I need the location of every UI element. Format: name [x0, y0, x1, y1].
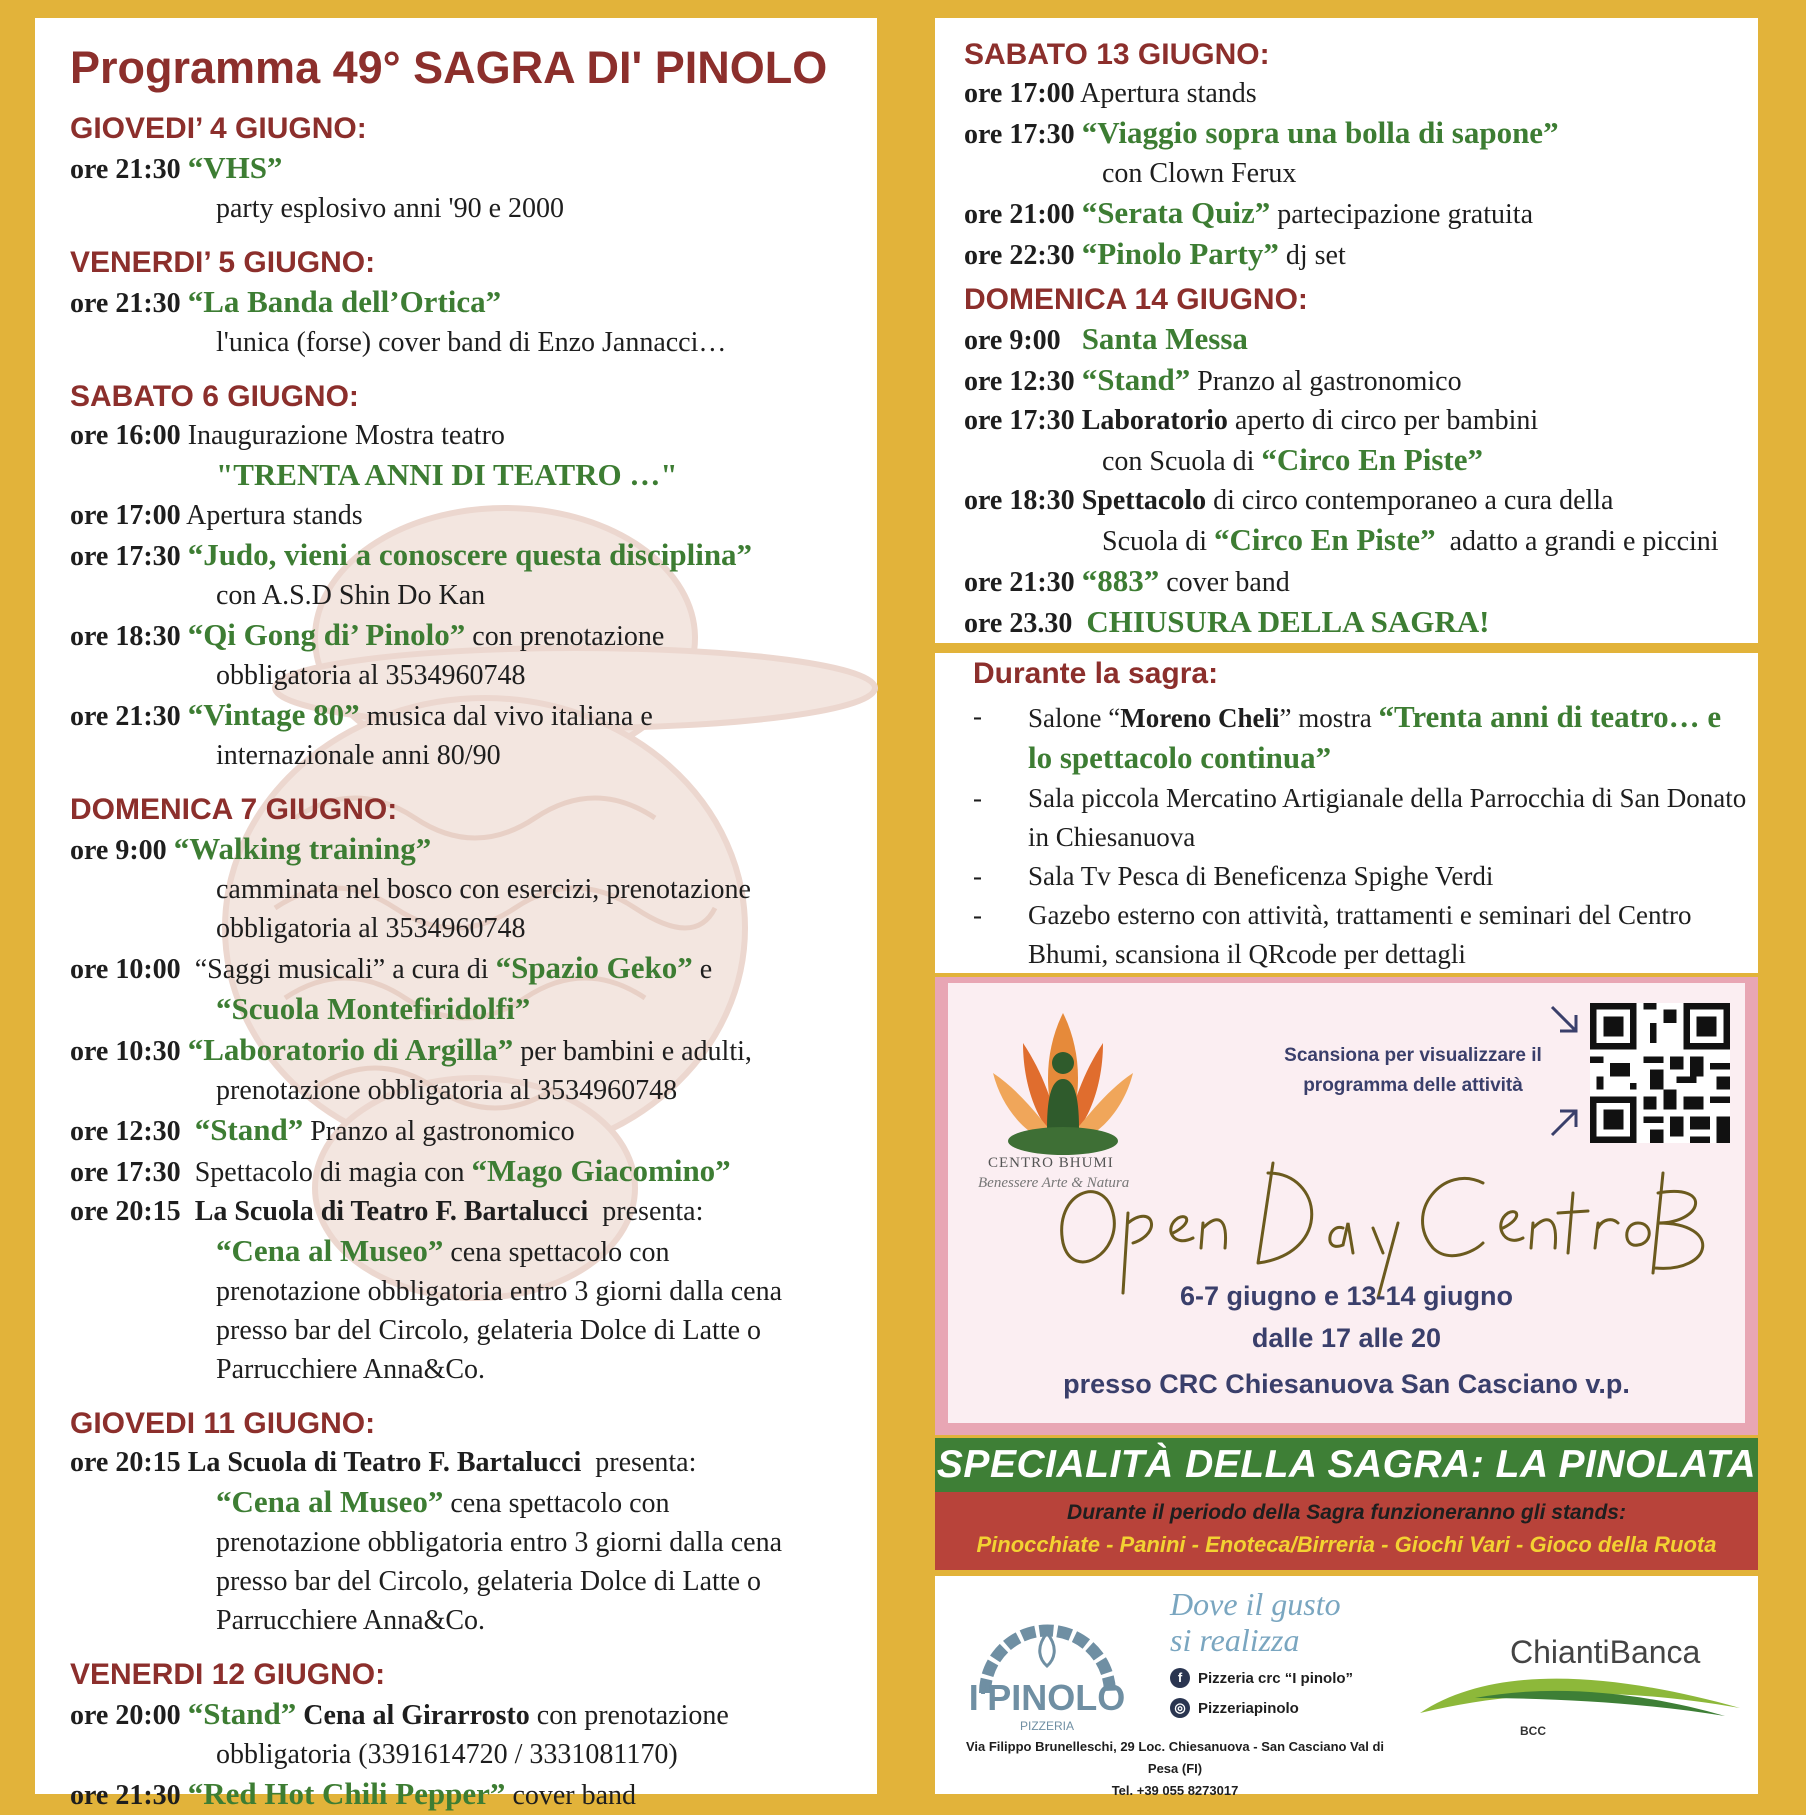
open-day-hours: dalle 17 alle 20 [1251, 1323, 1442, 1353]
day-heading: GIOVEDI 11 GIUGNO: [70, 1407, 376, 1440]
event-title: “Qi Gong di’ Pinolo” [187, 617, 466, 652]
event-line [964, 319, 1764, 360]
event-line: con Scuola di “Circo En Piste” [1102, 442, 1483, 477]
event-time: ore 18:30 [70, 621, 181, 652]
event-desc: prenotazione obbligatoria entro 3 giorni dalla cena [216, 1527, 783, 1558]
event-desc: cena spettacolo con [450, 1237, 670, 1268]
event-desc: cover band [1166, 567, 1290, 598]
instagram-icon: ◎ [1170, 1698, 1190, 1718]
event-time: ore 17:00 [70, 500, 181, 531]
event-time: ore 21:30 [70, 288, 181, 319]
bank-swoosh-logo [1415, 1668, 1745, 1728]
left-program-panel [35, 18, 877, 1811]
event-line [70, 496, 870, 535]
pizzeria-address: Via Filippo Brunelleschi, 29 Loc. Chiesanuova - San Casciano Val di Pesa (FI) Tel. +39 055 8273017 [965, 1739, 1385, 1798]
event-desc: e [699, 954, 713, 985]
event-desc: Pranzo al gastronomico [1197, 366, 1462, 397]
event-time: ore 21:30 [964, 567, 1075, 598]
event-line [70, 535, 870, 576]
event-time: ore 9:00 [964, 325, 1061, 356]
event-title: “Stand” [194, 1112, 304, 1147]
event-line [964, 481, 1764, 520]
event-time: ore 9:00 [70, 835, 167, 866]
event-desc: Spettacolo di magia con [194, 1157, 465, 1188]
centro-bhumi-tagline: Benessere Arte & Natura [978, 1175, 1130, 1191]
left-program-content [70, 32, 870, 1815]
event-desc: di circo contemporaneo a cura della [1213, 485, 1614, 516]
event-line [964, 401, 1764, 440]
event-line [70, 1694, 870, 1735]
event-line [70, 948, 870, 989]
event-title: “Mago Giacomino” [471, 1153, 731, 1188]
event-title: “Pinolo Party” [1081, 236, 1279, 271]
event-time: ore 21:30 [70, 1780, 181, 1811]
event-line [964, 193, 1764, 234]
lotus-meditation-logo [983, 993, 1143, 1163]
sponsor-footer [935, 1576, 1758, 1798]
open-day-location: presso CRC Chiesanuova San Casciano v.p. [1063, 1369, 1630, 1399]
event-desc: camminata nel bosco con esercizi, prenotazione [216, 874, 751, 905]
event-line [70, 829, 870, 870]
pizza-oven-logo [970, 1588, 1125, 1743]
facebook-link[interactable]: f Pizzeria crc “I pinolo” [1170, 1668, 1353, 1688]
event-title: “Cena al Museo” [216, 1484, 444, 1519]
svg-text:PIZZERIA: PIZZERIA [1019, 1719, 1075, 1733]
right-program-panel [935, 18, 1758, 643]
event-time: ore 22:30 [964, 240, 1075, 271]
list-item: - Gazebo esterno con attività, trattamenti e seminari del Centro Bhumi, scansiona il QRcode per dettagli [973, 900, 1692, 969]
event-time: ore 21:00 [964, 199, 1075, 230]
event-time: ore 17:30 [70, 541, 181, 572]
open-day-dates: 6-7 giugno e 13-14 giugno [1179, 1281, 1514, 1311]
centro-bhumi-name: CENTRO BHUMI [988, 1155, 1114, 1171]
event-desc: obbligatoria (3391614720 / 3331081170) [216, 1739, 678, 1770]
event-title: “La Banda dell’Ortica” [187, 284, 502, 319]
day-heading: DOMENICA 7 GIUGNO: [70, 793, 398, 826]
event-line [964, 234, 1764, 275]
event-time: ore 20:15 [70, 1447, 181, 1478]
specialty-panel [935, 1438, 1758, 1570]
event-line: Scuola di “Circo En Piste” adatto a grandi e piccini [1102, 522, 1719, 557]
specialty-stands [935, 1492, 1758, 1570]
page-title: Programma 49° SAGRA DI' PINOLO [70, 42, 828, 93]
event-desc: prenotazione obbligatoria al 3534960748 [216, 1075, 678, 1106]
event-time: ore 17:00 [964, 78, 1075, 109]
specialty-title: SPECIALITÀ DELLA SAGRA: LA PINOLATA [935, 1438, 1758, 1492]
facebook-icon: f [1170, 1668, 1190, 1688]
bcc-label: BCC [1520, 1724, 1546, 1738]
event-time: ore 21:30 [70, 701, 181, 732]
event-name: Laboratorio [1081, 405, 1228, 436]
qr-caption: Scansiona per visualizzare il programma delle attività [1284, 1045, 1542, 1096]
open-day-banner [935, 977, 1758, 1435]
event-desc: l'unica (forse) cover band di Enzo Jannacci… [216, 327, 727, 358]
during-festival-content [973, 657, 1773, 974]
event-desc: “Saggi musicali” a cura di [194, 954, 489, 985]
event-title: “Cena al Museo” [216, 1233, 444, 1268]
section-heading: Durante la sagra: [973, 657, 1219, 690]
event-time: ore 16:00 [70, 420, 181, 451]
event-desc: internazionale anni 80/90 [216, 740, 501, 771]
event-title: “Vintage 80” [187, 697, 360, 732]
event-desc: presenta: [595, 1447, 697, 1478]
event-desc: party esplosivo anni '90 e 2000 [216, 193, 564, 224]
event-desc: cena spettacolo con [450, 1488, 670, 1519]
event-time: ore 20:15 [70, 1196, 181, 1227]
event-time: ore 20:00 [70, 1700, 181, 1731]
event-time: ore 12:30 [964, 366, 1075, 397]
event-title: "TRENTA ANNI DI TEATRO …" [216, 457, 678, 492]
event-desc: con prenotazione [472, 621, 665, 652]
event-desc: prenotazione obbligatoria entro 3 giorni dalla cena [216, 1276, 783, 1307]
event-desc: presso bar del Circolo, gelateria Dolce di Latte o [216, 1315, 762, 1346]
event-desc: Inaugurazione Mostra teatro [187, 420, 505, 451]
event-time: ore 18:30 [964, 485, 1075, 516]
event-desc: per bambini e adulti, [520, 1036, 752, 1067]
list-item: - Sala piccola Mercatino Artigianale della Parrocchia di San Donato in Chiesanuova [973, 783, 1747, 852]
event-organizer: La Scuola di Teatro F. Bartalucci [187, 1447, 582, 1478]
instagram-link[interactable]: ◎ Pizzeriapinolo [1170, 1698, 1299, 1718]
event-desc: dj set [1285, 240, 1346, 271]
svg-text:I'PINOLO: I'PINOLO [968, 1677, 1126, 1718]
event-name: Spettacolo [1081, 485, 1207, 516]
list-item: - Sala Tv Pesca di Beneficenza Spighe Verdi [973, 861, 1494, 891]
event-line [964, 602, 1764, 643]
day-heading: SABATO 13 GIUGNO: [964, 38, 1270, 71]
event-time: ore 17:30 [964, 405, 1075, 436]
stands-list: Pinocchiate - Panini - Enoteca/Birreria - Giochi Vari - Gioco della Ruota [976, 1532, 1717, 1557]
arrow-icon [1548, 1003, 1582, 1037]
day-heading: VENERDI 12 GIUGNO: [70, 1658, 386, 1691]
event-desc: Parrucchiere Anna&Co. [216, 1354, 486, 1385]
day-heading: VENERDI’ 5 GIUGNO: [70, 246, 376, 279]
event-title: “Scuola Montefiridolfi” [216, 991, 531, 1026]
event-desc: musica dal vivo italiana e [366, 701, 653, 732]
event-title: “VHS” [187, 150, 283, 185]
event-line [964, 113, 1764, 154]
event-line [70, 1030, 870, 1071]
event-desc: Apertura stands [186, 500, 363, 531]
event-title: “Red Hot Chili Pepper” [187, 1776, 506, 1811]
event-name: Cena al Girarrosto [303, 1700, 530, 1731]
event-title: “Spazio Geko” [495, 950, 693, 985]
event-desc: obbligatoria al 3534960748 [216, 660, 526, 691]
day-heading: DOMENICA 14 GIUGNO: [964, 283, 1308, 316]
event-desc: Pranzo al gastronomico [310, 1116, 575, 1147]
during-festival-panel [935, 653, 1758, 973]
event-title: “Stand” [1081, 362, 1191, 397]
event-line [964, 74, 1764, 113]
event-time: ore 10:00 [70, 954, 181, 985]
event-desc: presenta: [602, 1196, 704, 1227]
event-line [70, 1443, 870, 1482]
list-item: - Salone “Moreno Cheli” mostra “Trenta anni di teatro… e lo spettacolo continua” [973, 699, 1722, 775]
event-title: “Viaggio sopra una bolla di sapone” [1081, 115, 1559, 150]
event-line [964, 561, 1764, 602]
event-desc: Apertura stands [1080, 78, 1257, 109]
event-time: ore 10:30 [70, 1036, 181, 1067]
event-desc: con prenotazione [536, 1700, 729, 1731]
event-line [70, 1774, 870, 1815]
event-title: “Stand” [187, 1696, 297, 1731]
event-title: “Walking training” [173, 831, 432, 866]
event-time: ore 23.30 [964, 608, 1073, 639]
event-line [70, 695, 870, 736]
event-desc: obbligatoria al 3534960748 [216, 913, 526, 944]
event-line [70, 1231, 870, 1272]
event-desc: con Clown Ferux [1102, 158, 1297, 189]
event-title: CHIUSURA DELLA SAGRA! [1086, 604, 1490, 639]
event-line [70, 1110, 870, 1151]
event-title: “Judo, vieni a conoscere questa disciplina” [187, 537, 753, 572]
event-desc: partecipazione gratuita [1277, 199, 1533, 230]
event-time: ore 17:30 [70, 1157, 181, 1188]
event-title: “883” [1081, 563, 1160, 598]
event-desc: aperto di circo per bambini [1234, 405, 1539, 436]
right-program-content [964, 28, 1764, 643]
event-desc: cover band [512, 1780, 637, 1811]
event-time: ore 17:30 [964, 119, 1075, 150]
banner-inner [948, 983, 1745, 1423]
event-line [70, 1151, 870, 1192]
event-time: ore 21:30 [70, 154, 181, 185]
event-organizer: La Scuola di Teatro F. Bartalucci [194, 1196, 589, 1227]
event-title: Santa Messa [1081, 321, 1248, 356]
event-time: ore 12:30 [70, 1116, 181, 1147]
qr-code[interactable] [1590, 1003, 1730, 1143]
event-line [70, 615, 870, 656]
arrow-icon [1548, 1105, 1582, 1139]
stands-intro: Durante il periodo della Sagra funzioneranno gli stands: [1067, 1501, 1626, 1524]
day-heading: GIOVEDI’ 4 GIUGNO: [70, 112, 367, 145]
event-title: “Laboratorio di Argilla” [187, 1032, 514, 1067]
event-line [70, 1482, 870, 1523]
day-heading: SABATO 6 GIUGNO: [70, 380, 359, 413]
event-line [70, 282, 870, 323]
event-desc: presso bar del Circolo, gelateria Dolce di Latte o [216, 1566, 762, 1597]
event-line [70, 416, 870, 455]
bank-name: ChiantiBanca [1510, 1634, 1701, 1670]
event-line [70, 1192, 870, 1231]
event-title: “Serata Quiz” [1081, 195, 1271, 230]
event-desc: con A.S.D Shin Do Kan [216, 580, 486, 611]
event-line [964, 360, 1764, 401]
pizzeria-slogan: Dove il gusto si realizza [1170, 1586, 1341, 1658]
event-line [70, 148, 870, 189]
event-desc: Parrucchiere Anna&Co. [216, 1605, 486, 1636]
